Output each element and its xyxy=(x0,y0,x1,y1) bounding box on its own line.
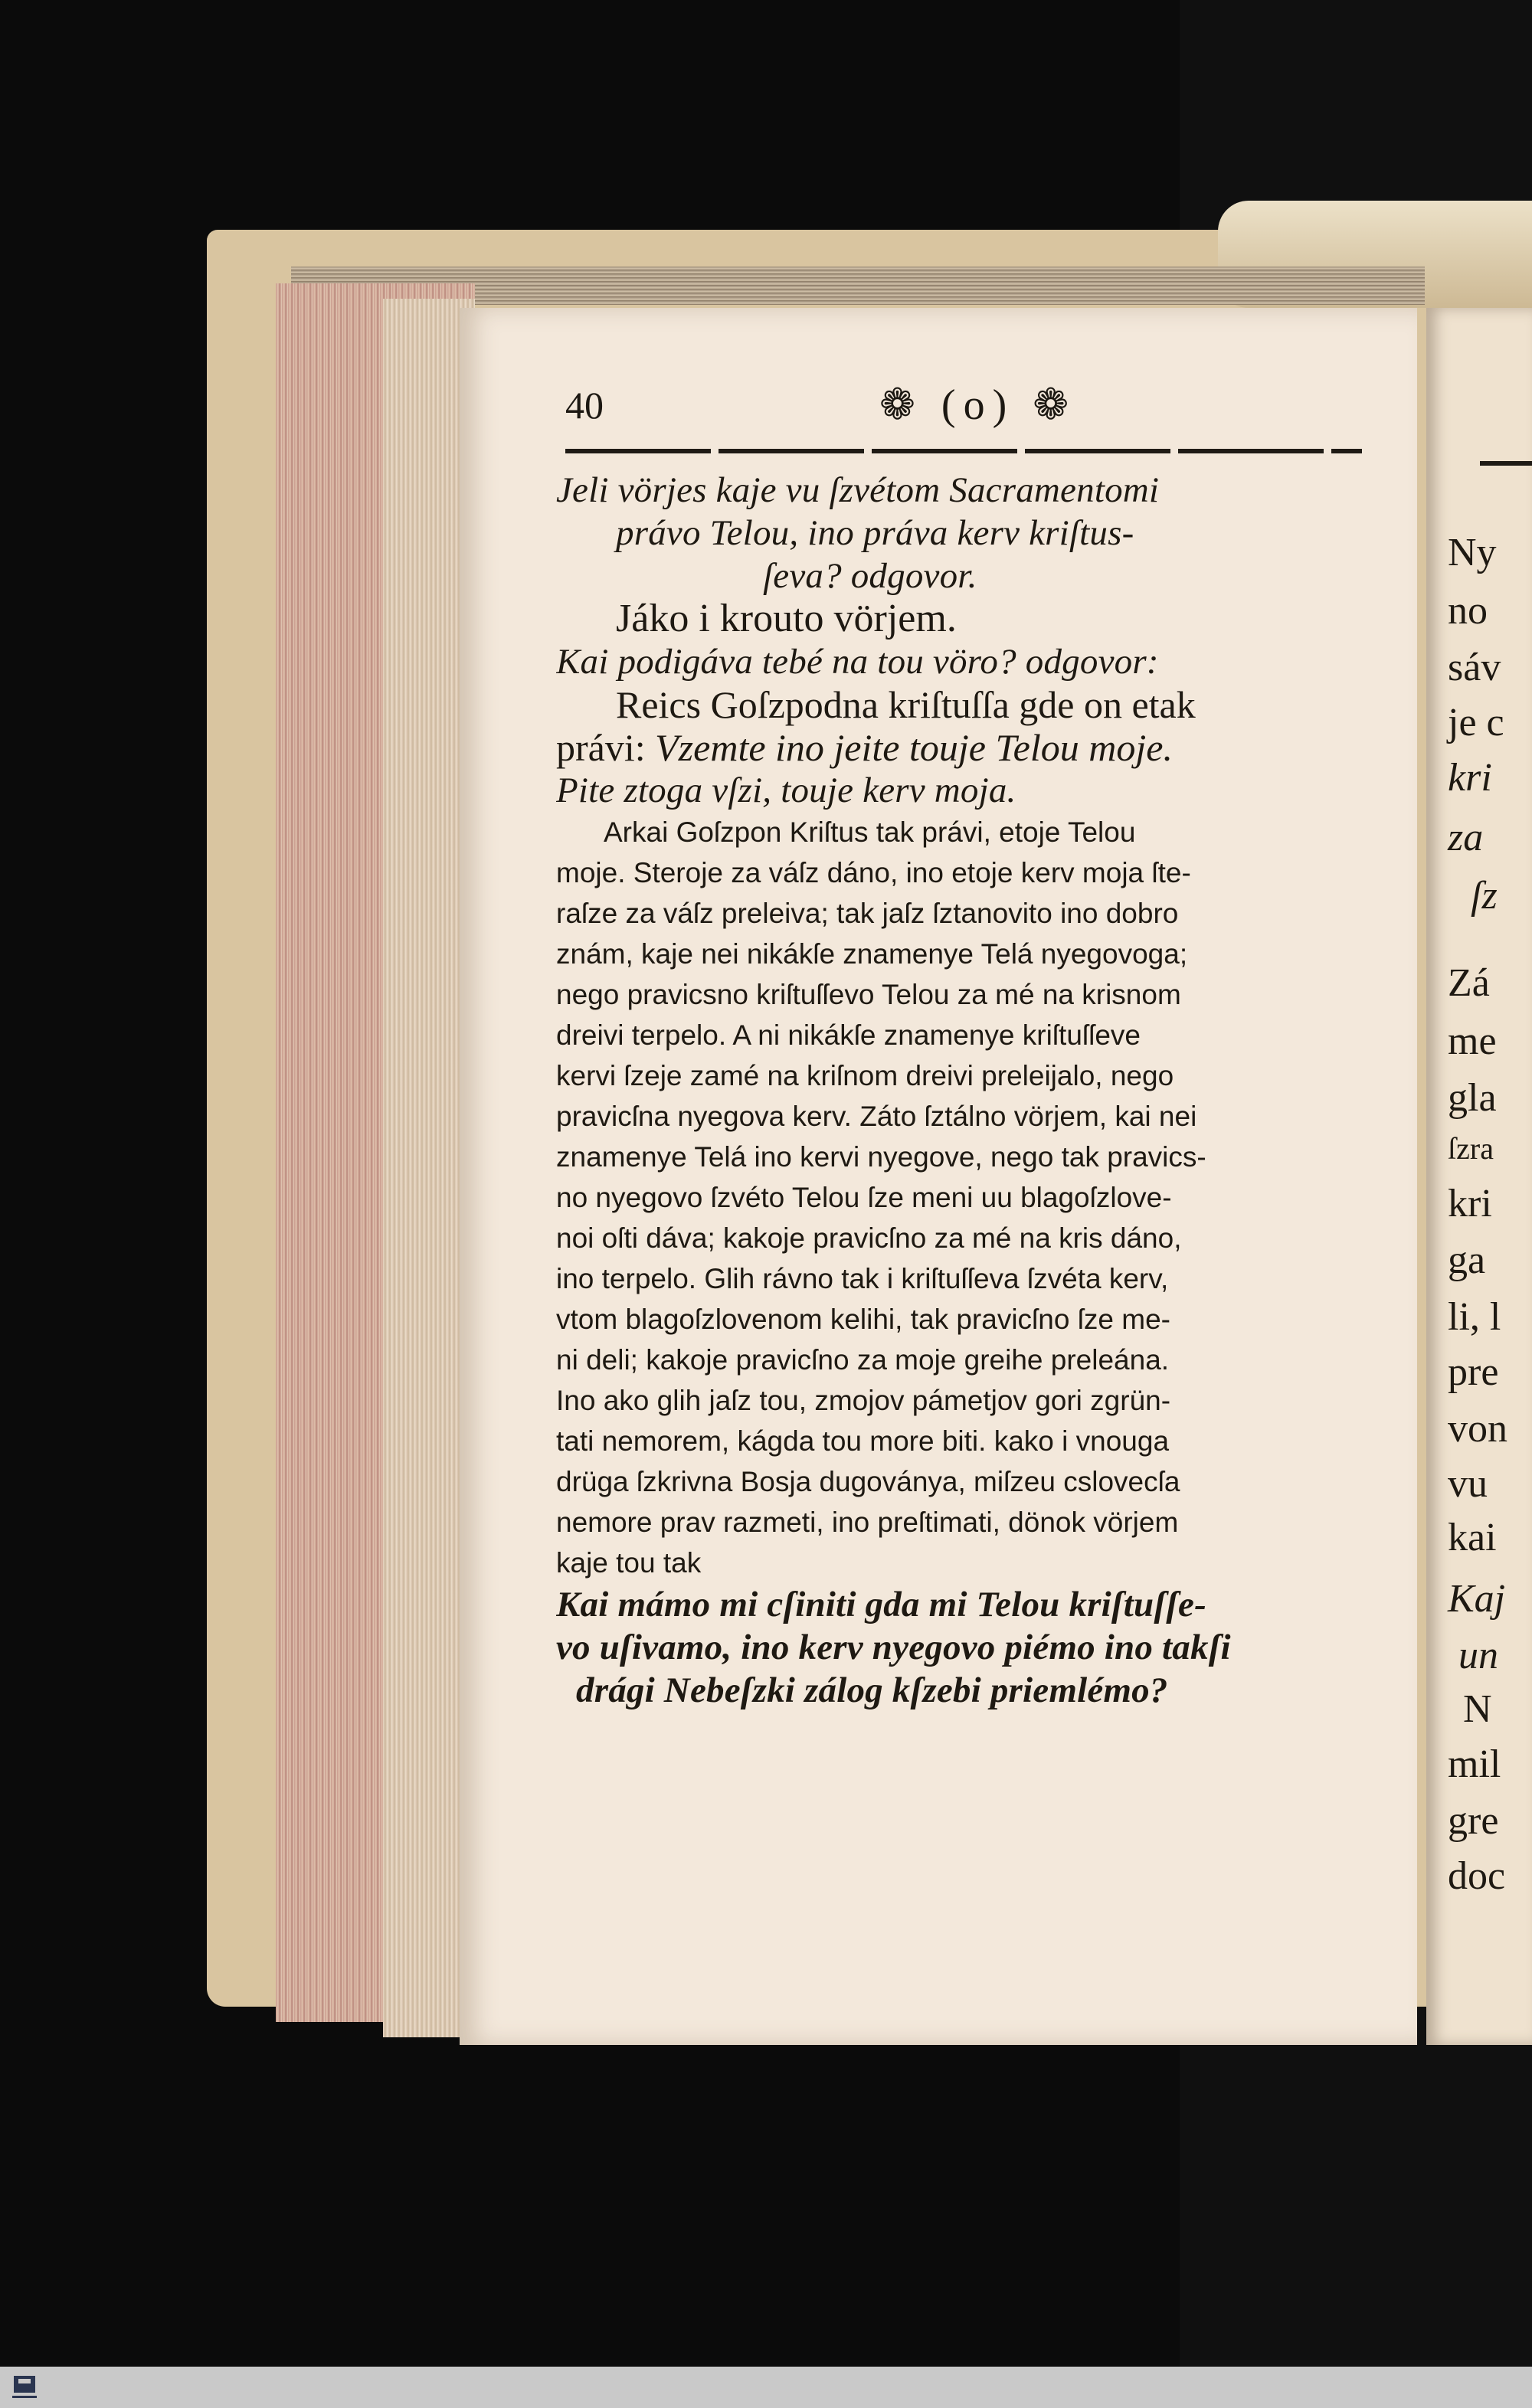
fragment-line: gla xyxy=(1448,1076,1497,1120)
body-line: raſze za váſz preleiva; tak jaſz ſztanovito ino dobro xyxy=(556,898,1179,929)
body-line: moje. Steroje za váſz dáno, ino etoje kerv moja ſte- xyxy=(556,857,1191,888)
body-line: nego pravicsno kriſtuſſevo Telou za mé na krisnom xyxy=(556,979,1181,1010)
fragment-line: von xyxy=(1448,1407,1507,1451)
fragment-line: ſzra xyxy=(1448,1131,1494,1166)
fragment-line: Kaj xyxy=(1448,1577,1506,1621)
body-line: dreivi terpelo. A ni nikákſe znamenye kriſtuſſeve xyxy=(556,1019,1141,1051)
body-line: znamenye Telá ino kervi nyegove, nego tak pravics- xyxy=(556,1141,1206,1173)
fragment-line: Zá xyxy=(1448,961,1490,1005)
question-line: Jeli vörjes kaje vu ſzvétom Sacramentomi xyxy=(556,470,1160,510)
page-header xyxy=(565,380,1362,441)
question-line: ſeva? odgovor. xyxy=(763,556,977,596)
fragment-line: sáv xyxy=(1448,646,1501,689)
right-page-fragment xyxy=(1426,308,1532,2045)
body-line: nemore prav razmeti, ino preſtimati, dönok vörjem xyxy=(556,1507,1179,1538)
body-line: vtom blagoſzlovenom kelihi, tak pravicſno ſze me- xyxy=(556,1304,1171,1335)
fragment-line: vu xyxy=(1448,1462,1488,1506)
body-line: Ino ako glih jaſz tou, zmojov pámetjov gori zgrün- xyxy=(556,1385,1171,1416)
question-line: Kai mámo mi cſiniti gda mi Telou kriſtuſſe- xyxy=(556,1585,1206,1624)
answer-line: Reics Goſzpodna kriſtuſſa gde on etak xyxy=(616,683,1196,726)
fragment-line: un xyxy=(1458,1634,1498,1677)
body-line: kervi ſzeje zamé na kriſnom dreivi preleijalo, nego xyxy=(556,1060,1174,1091)
fragment-line: pre xyxy=(1448,1350,1499,1394)
fragment-line: N xyxy=(1463,1687,1492,1731)
library-logo-icon xyxy=(9,2373,40,2403)
answer-line: Jáko i krouto vörjem. xyxy=(616,597,957,640)
answer-text: právi: xyxy=(556,726,646,769)
scripture-quote-line: Pite ztoga vſzi, touje kerv moja. xyxy=(556,770,1016,810)
fragment-line: za xyxy=(1448,816,1484,859)
body-line: tati nemorem, kágda tou more biti. kako i vnouga xyxy=(556,1425,1170,1457)
page-text xyxy=(556,469,1368,1712)
fragment-line: ga xyxy=(1448,1238,1486,1282)
body-line: drüga ſzkrivna Bosja dugoványa, miſzeu cslovecſa xyxy=(556,1466,1180,1497)
body-line: ni deli; kakoje pravicſno za moje greihe preleána. xyxy=(556,1344,1170,1376)
right-page-rule xyxy=(1480,461,1532,466)
answer-line xyxy=(556,726,1368,769)
fragment-line: kri xyxy=(1448,756,1492,800)
body-line: noi oſti dáva; kakoje pravicſno za mé na kris dáno, xyxy=(556,1222,1182,1254)
fragment-line: kai xyxy=(1448,1516,1497,1559)
fragment-line: me xyxy=(1448,1019,1497,1063)
fragment-line: doc xyxy=(1448,1854,1506,1898)
question-line: drági Nebeſzki zálog kſzebi priemlémo? xyxy=(576,1670,1168,1710)
header-rule xyxy=(565,449,1362,453)
fragment-line: Ny xyxy=(1448,531,1497,574)
body-line: znám, kaje nei nikákſe znamenye Telá nyegovoga; xyxy=(556,938,1188,970)
page-number: 40 xyxy=(565,384,604,427)
question-line: Kai podigáva tebé na tou vöro? odgovor: xyxy=(556,642,1159,682)
body-line: ino terpelo. Glih rávno tak i kriſtuſſeva ſzvéta kerv, xyxy=(556,1263,1169,1294)
question-line: právo Telou, ino práva kerv kriſtus- xyxy=(616,513,1134,553)
header-ornament: ❁ (o) ❁ xyxy=(879,381,1077,429)
fragment-line: gre xyxy=(1448,1799,1499,1843)
body-line: Arkai Goſzpon Kriſtus tak právi, etoje Telou xyxy=(604,816,1136,848)
body-line: no nyegovo ſzvéto Telou ſze meni uu blagoſzlove- xyxy=(556,1182,1172,1213)
fragment-line: no xyxy=(1448,589,1488,633)
viewer-footer-bar xyxy=(0,2367,1532,2408)
body-line: kaje tou tak xyxy=(556,1547,702,1579)
fragment-line: ſz xyxy=(1471,874,1498,918)
fragment-line: li, l xyxy=(1448,1295,1501,1339)
fragment-line: kri xyxy=(1448,1182,1492,1225)
body-line: pravicſna nyegova kerv. Záto ſztálno vörjem, kai nei xyxy=(556,1101,1197,1132)
fragment-line: je c xyxy=(1448,701,1504,744)
fragment-line: mil xyxy=(1448,1742,1501,1786)
scripture-quote: Vzemte ino jeite touje Telou moje. xyxy=(655,726,1173,769)
question-line: vo uſivamo, ino kerv nyegovo piémo ino takſi xyxy=(556,1628,1231,1667)
